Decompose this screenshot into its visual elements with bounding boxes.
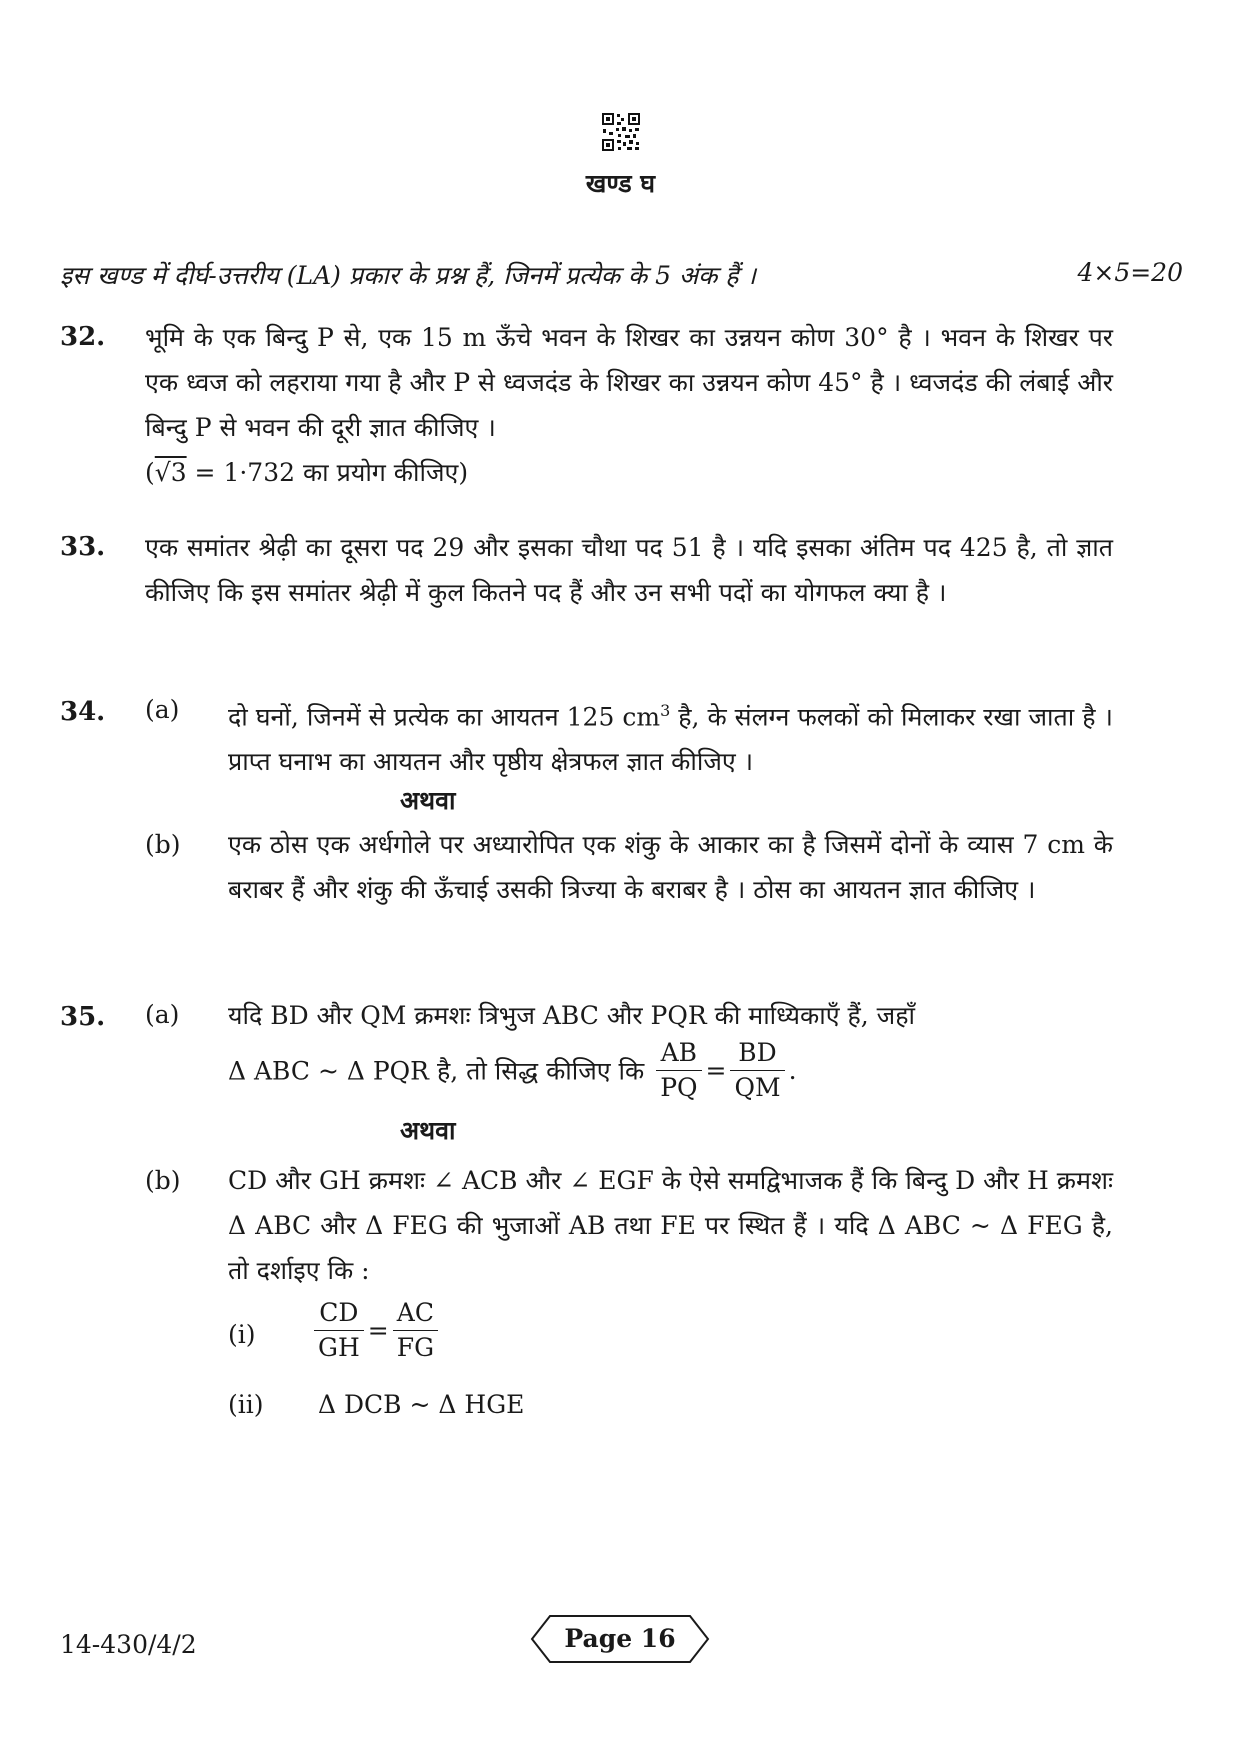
question-35b-i-label: (i) bbox=[228, 1320, 256, 1349]
question-34-or: अथवा bbox=[400, 786, 456, 815]
question-32-body: भूमि के एक बिन्दु P से, एक 15 m ऊँचे भवन के शिखर का उन्नयन कोण 30° है । भवन के शिखर पर एक ध्वज को लहराया गया है और P से ध्वजदंड के शिखर का उन्नयन कोण 45° है । ध्वजदंड की लंबाई और बिन्दु P से भवन की दूरी ज्ञात कीजिए । bbox=[145, 323, 1113, 442]
equals-sign: = bbox=[367, 1316, 389, 1345]
fraction-numerator: AC bbox=[393, 1296, 438, 1331]
question-35b-label: (b) bbox=[145, 1166, 181, 1195]
question-32-number: 32. bbox=[60, 322, 106, 352]
question-35-number: 35. bbox=[60, 1002, 106, 1032]
fraction-denominator: PQ bbox=[660, 1073, 698, 1102]
hint-open-paren: ( bbox=[145, 458, 155, 487]
question-34b-label: (b) bbox=[145, 830, 181, 859]
q34a-sup: 3 bbox=[660, 701, 671, 720]
fraction-numerator: BD bbox=[730, 1036, 784, 1071]
question-32-hint bbox=[145, 458, 468, 487]
fraction-cd-gh bbox=[314, 1296, 364, 1365]
question-34a-label: (a) bbox=[145, 695, 180, 724]
question-35a-label: (a) bbox=[145, 1000, 180, 1029]
q34a-pre: दो घनों, जिनमें से प्रत्येक का आयतन 125 cm bbox=[228, 702, 661, 732]
question-34-number: 34. bbox=[60, 697, 106, 727]
question-35b-ii-label: (ii) bbox=[228, 1390, 264, 1419]
question-32-text bbox=[145, 315, 1113, 495]
question-35b-i-expression bbox=[310, 1296, 442, 1365]
fraction-denominator: GH bbox=[318, 1333, 360, 1362]
fraction-bd-qm bbox=[730, 1036, 784, 1105]
question-35b-text: CD और GH क्रमशः ∠ ACB और ∠ EGF के ऐसे समद्विभाजक हैं कि बिन्दु D और H क्रमशः Δ ABC और Δ FEG की भुजाओं AB तथा FE पर स्थित हैं । यदि Δ ABC ~ Δ FEG है, तो दर्शाइए कि : bbox=[228, 1166, 1113, 1285]
hint-text: = 1·732 का प्रयोग कीजिए) bbox=[186, 458, 469, 487]
fraction-numerator: AB bbox=[656, 1036, 701, 1071]
question-33-number: 33. bbox=[60, 532, 106, 562]
question-35-or: अथवा bbox=[400, 1116, 456, 1145]
question-35a-line1: यदि BD और QM क्रमशः त्रिभुज ABC और PQR की माध्यिकाएँ हैं, जहाँ bbox=[228, 1001, 915, 1030]
question-35b-ii-text: Δ DCB ~ Δ HGE bbox=[318, 1390, 525, 1419]
period: . bbox=[788, 1056, 797, 1085]
fraction-ac-fg bbox=[393, 1296, 438, 1365]
question-34b-text: एक ठोस एक अर्धगोले पर अध्यारोपित एक शंकु के आकार का है जिसमें दोनों के व्यास 7 cm के बराबर हैं और शंकु की ऊँचाई उसकी त्रिज्या के बराबर है । ठोस का आयतन ज्ञात कीजिए । bbox=[228, 830, 1113, 904]
qr-code-icon bbox=[601, 112, 641, 152]
fraction-numerator: CD bbox=[314, 1296, 364, 1331]
question-33-text: एक समांतर श्रेढ़ी का दूसरा पद 29 और इसका चौथा पद 51 है । यदि इसका अंतिम पद 425 है, तो ज्ञात कीजिए कि इस समांतर श्रेढ़ी में कुल कितने पद हैं और उन सभी पदों का योगफल क्या है । bbox=[145, 533, 1113, 607]
page-number: Page 16 bbox=[564, 1624, 676, 1653]
q35a-statement: Δ ABC ~ Δ PQR है, तो सिद्ध कीजिए कि bbox=[228, 1056, 645, 1086]
section-title: खण्ड घ bbox=[585, 169, 656, 198]
sqrt3: √3 bbox=[154, 458, 187, 487]
section-marks: 4×5=20 bbox=[1077, 258, 1183, 287]
question-34a-text bbox=[228, 688, 1113, 784]
fraction-denominator: QM bbox=[734, 1073, 781, 1102]
q34a-post: है, के संलग्न फलकों को मिलाकर रखा जाता है । प्राप्त घनाभ का आयतन और पृष्ठीय क्षेत्रफल ज्ञात कीजिए । bbox=[228, 702, 1113, 777]
fraction-ab-pq bbox=[656, 1036, 701, 1105]
question-35a-line2 bbox=[228, 1036, 797, 1105]
section-instructions: इस खण्ड में दीर्घ-उत्तरीय (LA) प्रकार के प्रश्न हैं, जिनमें प्रत्येक के 5 अंक हैं । bbox=[60, 261, 756, 290]
paper-code: 14-430/4/2 bbox=[60, 1630, 197, 1659]
equals-sign: = bbox=[705, 1056, 727, 1085]
fraction-denominator: FG bbox=[396, 1333, 435, 1362]
